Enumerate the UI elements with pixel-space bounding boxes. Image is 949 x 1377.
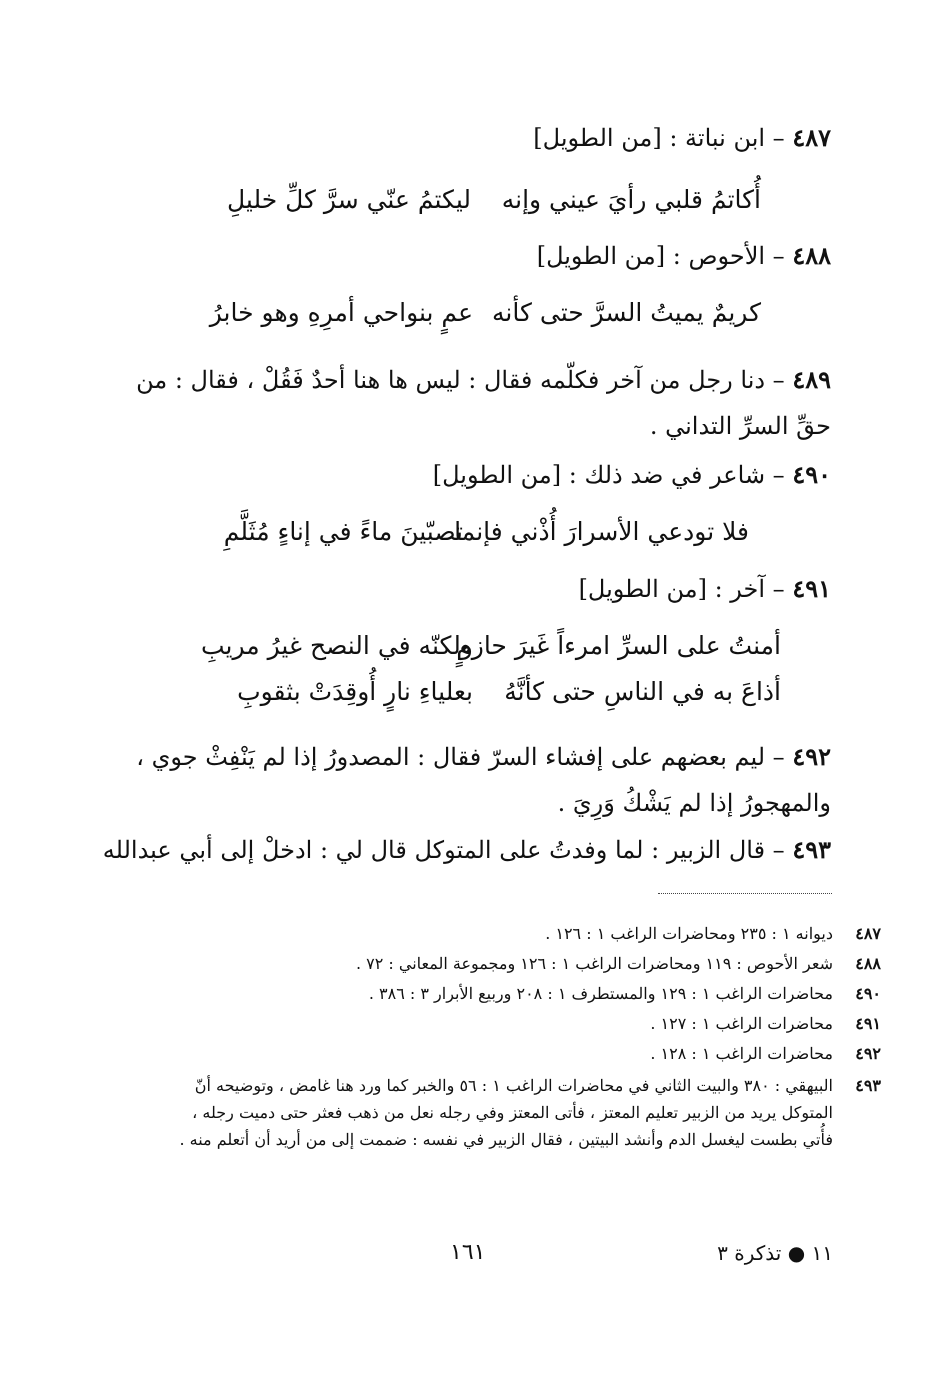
- entry-text: حقِّ السرِّ التداني .: [649, 412, 831, 440]
- verse-line: [0, 293, 949, 333]
- footnote: [168, 950, 881, 977]
- footnote-separator: [658, 893, 832, 894]
- footnote-number: ٤٩٠: [855, 984, 881, 1003]
- entry-number: ٤٨٨: [792, 241, 831, 270]
- verse-line: [0, 512, 949, 552]
- footnote-text: محاضرات الراغب ١ : ١٢٧ .: [650, 1014, 833, 1033]
- entry-text: – دنا رجل من آخر فكلّمه فقال : ليس ها هنا أحدٌ فَقُلْ ، فقال : من: [136, 366, 785, 394]
- footnote: [168, 920, 881, 947]
- page-number: ١٦١: [450, 1240, 486, 1265]
- footnote-number: ٤٩٢: [855, 1044, 881, 1063]
- footnote-number: ٤٩١: [855, 1014, 881, 1033]
- verse-second-hemistich: عمٍ بنواحي أمرِهِ وهو خابرُ: [209, 298, 473, 327]
- footnote: [168, 1010, 881, 1037]
- entry-source: – الأحوص : [من الطويل]: [536, 242, 785, 270]
- entry-text: – ليم بعضهم على إفشاء السرّ فقال : المصدورُ إذا لم يَنْفِثْ جوي ،: [136, 743, 785, 771]
- entry-heading: [533, 118, 831, 158]
- verse-first-hemistich: أمنتُ على السرِّ امرءاً غَيرَ حازمٍ: [456, 631, 781, 660]
- footnote: [168, 980, 881, 1007]
- entry-heading: [433, 455, 831, 495]
- verse-first-hemistich: أذاعَ به في الناسِ حتى كأنَّهُ: [504, 677, 781, 706]
- footnote-number: ٤٨٧: [855, 924, 881, 943]
- entry-heading: [579, 569, 831, 609]
- entry-number: ٤٨٩: [792, 365, 831, 394]
- verse-second-hemistich: تصبّينَ ماءً في إناءٍ مُثَلَّمِ: [223, 517, 463, 546]
- entry-paragraph-line: [136, 737, 831, 777]
- footnote-number: ٤٩٣: [855, 1076, 881, 1095]
- entry-number: ٤٩٠: [792, 460, 831, 489]
- entry-number: ٤٨٧: [792, 123, 831, 152]
- entry-source: – ابن نباتة : [من الطويل]: [533, 124, 785, 152]
- footnote-text: البيهقي : ٣٨٠ والبيت الثاني في محاضرات الراغب ١ : ٥٦ والخبر كما ورد هنا غامض ، وتوضيحه أنّ المتوكل يريد من الزبير تعليم المعتز ، فأتى المعتز وفي رجله نعل من ذهب فعثر حتى دميت رجله ، فأُتي بطست ليغسل الدم وأنشد البيتين ، فقال الزبير في نفسه : ضممت إلى من أريد أن أتعلم منه .: [179, 1076, 833, 1149]
- verse-first-hemistich: أُكاتمُ قلبي رأيَ عيني وإنه: [501, 185, 761, 214]
- entry-source: – شاعر في ضد ذلك : [من الطويل]: [432, 461, 785, 489]
- signature-mark: ١١ ● تذكرة ٣: [717, 1241, 833, 1265]
- entry-heading: [537, 236, 831, 276]
- footnote-number: ٤٨٨: [855, 954, 881, 973]
- entry-paragraph-line: [558, 783, 831, 823]
- verse-line: [0, 180, 949, 220]
- footnote-text: ديوانه ١ : ٢٣٥ ومحاضرات الراغب ١ : ١٢٦ .: [545, 924, 833, 943]
- footnote: [168, 1072, 881, 1153]
- footnote-text: محاضرات الراغب ١ : ١٢٨ .: [650, 1044, 833, 1063]
- footnote: [168, 1040, 881, 1067]
- entry-paragraph-line: [103, 830, 831, 870]
- entry-text: – قال الزبير : لما وفدتُ على المتوكل قال لي : ادخلْ إلى أبي عبدالله: [102, 836, 785, 864]
- verse-first-hemistich: فلا تودعي الأسرارَ أُذْني فإنما: [454, 517, 749, 546]
- entry-number: ٤٩١: [792, 574, 831, 603]
- verse-second-hemistich: ليكتمُ عنّي سرَّ كلِّ خليلِ: [226, 185, 471, 214]
- verse-second-hemistich: ولكنّه في النصح غيرُ مريبِ: [200, 631, 473, 660]
- entry-text: والمهجورُ إذا لم يَشْكُ وَرِيَ .: [557, 789, 831, 817]
- entry-number: ٤٩٣: [792, 835, 831, 864]
- footnote-text: محاضرات الراغب ١ : ١٢٩ والمستطرف ١ : ٢٠٨ وربيع الأبرار ٣ : ٣٨٦ .: [368, 984, 833, 1003]
- entry-number: ٤٩٢: [792, 742, 831, 771]
- verse-line: [0, 626, 949, 666]
- verse-first-hemistich: كريمٌ يميتُ السرَّ حتى كأنه: [492, 298, 761, 327]
- verse-line: [0, 672, 949, 712]
- verse-second-hemistich: بعلياءِ نارٍ أُوقِدَتْ بثقوبِ: [237, 677, 473, 706]
- entry-paragraph-line: [650, 406, 831, 446]
- entry-paragraph-line: [136, 360, 831, 400]
- entry-source: – آخر : [من الطويل]: [578, 575, 785, 603]
- footnote-text: شعر الأحوص : ١١٩ ومحاضرات الراغب ١ : ١٢٦ ومجموعة المعاني : ٧٢ .: [355, 954, 833, 973]
